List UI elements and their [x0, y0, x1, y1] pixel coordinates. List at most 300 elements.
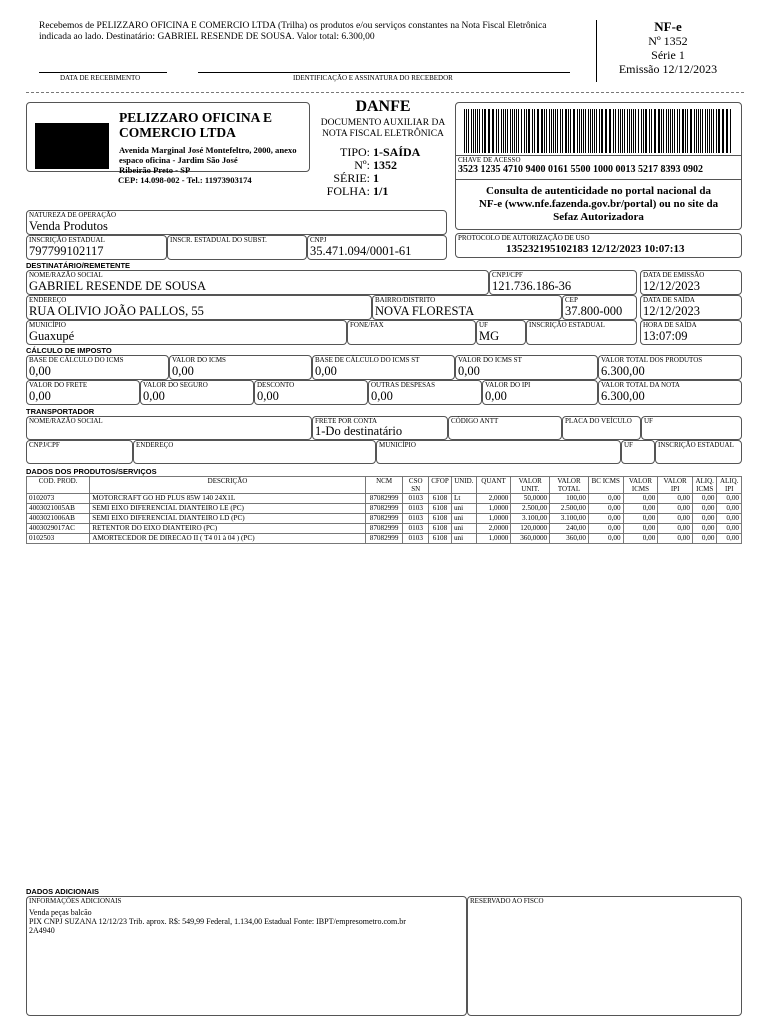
danfe-folha-label: FOLHA:: [326, 184, 370, 198]
recipient-doc-label: CNPJ/CPF: [492, 271, 523, 279]
municipio-label: MUNICÍPIO: [29, 321, 66, 329]
cnpj-value: 35.471.094/0001-61: [310, 244, 412, 258]
products-header-cell: VALOR ICMS: [623, 477, 658, 494]
barcode-bar: [581, 109, 582, 153]
barcode-bar: [588, 109, 589, 153]
barcode-bar: [638, 109, 639, 153]
table-cell: 0,00: [623, 524, 658, 534]
issuer-box: [26, 102, 310, 175]
table-cell: 0,00: [658, 534, 693, 544]
table-cell: 0,00: [588, 524, 623, 534]
table-cell: uni: [451, 524, 476, 534]
transp-uf-field: [641, 416, 742, 440]
outras-field: [368, 380, 482, 405]
receipt-sign-label: IDENTIFICAÇÃO E ASSINATURA DO RECEBEDOR: [293, 74, 453, 82]
danfe-subtitle: DOCUMENTO AUXILIAR DA NOTA FISCAL ELETRÔNICA: [320, 118, 446, 139]
total-nota-label: VALOR TOTAL DA NOTA: [601, 381, 680, 389]
barcode-bar: [557, 109, 558, 153]
table-cell: 3.100,00: [511, 514, 550, 524]
transport-section-title: TRANSPORTADOR: [26, 407, 95, 416]
barcode-bar: [702, 109, 703, 153]
cnpj-field: [307, 235, 447, 260]
barcode-bar: [674, 109, 675, 153]
barcode-bar: [482, 109, 483, 153]
table-row: [27, 494, 742, 504]
barcode-bar: [654, 109, 655, 153]
barcode-bar: [544, 109, 545, 153]
endereco-value: RUA OLIVIO JOÃO PALLOS, 55: [29, 304, 204, 318]
frete-value: 0,00: [29, 389, 51, 403]
barcode-bar: [507, 109, 508, 153]
barcode-bar: [643, 109, 644, 153]
cnpj-label: CNPJ: [310, 236, 327, 244]
transp-cnpj-label: CNPJ/CPF: [29, 441, 60, 449]
barcode-bar: [690, 109, 691, 153]
barcode-bar: [635, 109, 636, 153]
barcode-bar: [599, 109, 600, 153]
ipi-value: 0,00: [485, 389, 507, 403]
barcode-bar: [726, 109, 727, 153]
barcode-bar: [718, 109, 719, 153]
receipt-date-line: [39, 72, 167, 73]
table-cell: 0,00: [692, 494, 716, 504]
recipient-ie-field: [526, 320, 637, 345]
recipient-ie-label: INSCRIÇÃO ESTADUAL: [529, 321, 605, 329]
table-cell: 0,00: [692, 524, 716, 534]
table-cell: RETENTOR DO EIXO DIANTEIRO (PC): [90, 524, 365, 534]
barcode-bar: [696, 109, 697, 153]
barcode-bar: [526, 109, 527, 153]
nfe-title: NF-e: [654, 19, 682, 34]
products-header-cell: CFOP: [428, 477, 451, 494]
barcode-bar: [651, 109, 652, 153]
info-field: [26, 896, 467, 1016]
barcode-bar: [716, 109, 717, 153]
bc-st-value: 0,00: [315, 364, 337, 378]
table-cell: 0,00: [588, 494, 623, 504]
table-cell: 4003021006AB: [27, 514, 90, 524]
info-label: INFORMAÇÕES ADICIONAIS: [29, 897, 122, 905]
receipt-divider: [596, 20, 597, 82]
cep-field: [562, 295, 637, 320]
table-cell: 0,00: [658, 524, 693, 534]
recipient-doc-field: [489, 270, 637, 295]
barcode-bar: [562, 109, 563, 153]
nfe-stub: [605, 20, 731, 76]
icms-value: 0,00: [172, 364, 194, 378]
table-cell: 0,00: [623, 534, 658, 544]
table-cell: 0103: [403, 514, 429, 524]
barcode-bar: [661, 109, 662, 153]
barcode-bar: [668, 109, 669, 153]
recipient-section-title: DESTINATÁRIO/REMETENTE: [26, 261, 131, 270]
icms-field: [169, 355, 312, 380]
products-header-cell: DESCRIÇÃO: [90, 477, 365, 494]
barcode-bar: [573, 109, 574, 153]
table-cell: 0103: [403, 504, 429, 514]
barcode-bar: [659, 109, 660, 153]
table-cell: 0,00: [658, 494, 693, 504]
barcode-bar: [606, 109, 607, 153]
table-cell: 0,00: [692, 514, 716, 524]
consulta-text: Consulta de autenticidade no portal nacional da NF-e (www.nfe.fazenda.gov.br/portal) ou no site da Sefaz Autorizadora: [478, 185, 719, 223]
products-header-cell: VALOR IPI: [658, 477, 693, 494]
chave-label: CHAVE DE ACESSO: [458, 156, 521, 164]
protocolo-field: [455, 233, 742, 258]
table-cell: 6108: [428, 524, 451, 534]
transp-ie-field: [655, 440, 742, 464]
nfe-serie: Série 1: [651, 48, 685, 62]
endereco-field: [26, 295, 372, 320]
barcode-bar: [555, 109, 556, 153]
danfe-serie-label: SÉRIE:: [333, 171, 370, 185]
barcode-bar: [537, 109, 538, 153]
barcode-bar: [579, 109, 580, 153]
table-cell: 0,00: [588, 534, 623, 544]
barcode-bar: [471, 109, 472, 153]
table-cell: 120,0000: [511, 524, 550, 534]
recipient-doc-value: 121.736.186-36: [492, 279, 572, 293]
table-cell: 2.500,00: [511, 504, 550, 514]
frete-field: [26, 380, 140, 405]
barcode-bar: [464, 109, 465, 153]
outras-value: 0,00: [371, 389, 393, 403]
barcode-bar: [542, 109, 543, 153]
total-prod-field: [598, 355, 742, 380]
ie-value: 797799102117: [29, 244, 104, 258]
total-prod-label: VALOR TOTAL DOS PRODUTOS: [601, 356, 703, 364]
table-cell: 0103: [403, 494, 429, 504]
table-cell: 87082999: [365, 534, 403, 544]
bairro-field: [372, 295, 562, 320]
total-nota-value: 6.300,00: [601, 389, 645, 403]
transp-name-label: NOME/RAZÃO SOCIAL: [29, 417, 103, 425]
products-header-cell: UNID.: [451, 477, 476, 494]
issuer-logo: [35, 123, 109, 169]
table-cell: 0,00: [588, 504, 623, 514]
table-cell: 4003029017AC: [27, 524, 90, 534]
danfe-serie-value: 1: [373, 171, 379, 185]
ipi-field: [482, 380, 598, 405]
products-section-title: DADOS DOS PRODUTOS/SERVIÇOS: [26, 467, 157, 476]
barcode-bar: [711, 109, 712, 153]
table-cell: 0,00: [588, 514, 623, 524]
receipt-sign-line: [198, 72, 570, 73]
barcode-bar: [512, 109, 513, 153]
cep-label: CEP: [565, 296, 578, 304]
recipient-name-value: GABRIEL RESENDE DE SOUSA: [29, 279, 206, 293]
issuer-cep: CEP: 14.098-002 - Tel.: 11973903174: [118, 175, 252, 185]
transp-uf2-label: UF: [624, 441, 633, 449]
recipient-name-field: [26, 270, 489, 295]
transp-placa-field: [562, 416, 641, 440]
barcode-bar: [549, 109, 550, 153]
table-cell: 2,0000: [476, 524, 511, 534]
products-header-cell: COD. PROD.: [27, 477, 90, 494]
transp-uf-label: UF: [644, 417, 653, 425]
barcode-bar: [468, 109, 469, 153]
uf-label: UF: [479, 321, 488, 329]
products-header-cell: QUANT: [476, 477, 511, 494]
table-cell: 0102503: [27, 534, 90, 544]
barcode-bar: [492, 109, 493, 153]
products-header-cell: VALOR UNIT.: [511, 477, 550, 494]
bairro-value: NOVA FLORESTA: [375, 304, 475, 318]
table-cell: Lt: [451, 494, 476, 504]
barcode-bar: [687, 109, 688, 153]
chave-value: 3523 1235 4710 9400 0161 5500 1000 0013 5217 8393 0902: [458, 164, 703, 175]
bc-icms-value: 0,00: [29, 364, 51, 378]
danfe-fields: [318, 146, 420, 198]
transp-frete-field: [312, 416, 448, 440]
barcode-bar: [705, 109, 706, 153]
danfe-title: DANFE: [355, 98, 411, 115]
table-row: [27, 514, 742, 524]
receipt-text: Recebemos de PELIZZARO OFICINA E COMERCIO LTDA (Trilha) os produtos e/ou serviços constantes na Nota Fiscal Eletrônica indicada ao lado. Destinatário: GABRIEL RESENDE DE SOUSA. Valor total: 6.300,00: [39, 21, 547, 42]
table-cell: SEMI EIXO DIFERENCIAL DIANTEIRO LE (PC): [90, 504, 365, 514]
issuer-address: Avenida Marginal José Montefeltro, 2000, anexo espaco oficina - Jardim São José: [119, 145, 297, 165]
seguro-field: [140, 380, 254, 405]
fisco-label: RESERVADO AO FISCO: [470, 897, 544, 905]
barcode-bar: [505, 109, 506, 153]
info-line-1: Venda peças balcão: [29, 908, 92, 917]
additional-section-title: DADOS ADICIONAIS: [26, 887, 100, 896]
iest-field: [167, 235, 307, 260]
barcode-bar: [629, 109, 630, 153]
table-cell: 0102073: [27, 494, 90, 504]
table-cell: 0,00: [717, 524, 742, 534]
emissao-field: [640, 270, 742, 295]
frete-label: VALOR DO FRETE: [29, 381, 88, 389]
products-header-cell: VALOR TOTAL: [550, 477, 589, 494]
table-cell: 6108: [428, 514, 451, 524]
danfe-num-value: 1352: [373, 158, 397, 172]
seguro-value: 0,00: [143, 389, 165, 403]
total-prod-value: 6.300,00: [601, 364, 645, 378]
table-cell: 0,00: [623, 514, 658, 524]
table-cell: 360,00: [550, 534, 589, 544]
barcode-bar: [622, 109, 623, 153]
barcode-bar: [679, 109, 680, 153]
total-nota-field: [598, 380, 742, 405]
table-cell: 0,00: [692, 504, 716, 514]
barcode: [464, 109, 732, 153]
access-divider-2: [456, 179, 741, 180]
products-header-cell: BC ICMS: [588, 477, 623, 494]
barcode-bar: [601, 109, 602, 153]
table-cell: 1,0000: [476, 514, 511, 524]
saida-field: [640, 295, 742, 320]
table-cell: 87082999: [365, 494, 403, 504]
danfe-tipo-value: 1-SAÍDA: [373, 145, 421, 159]
table-cell: 1,0000: [476, 504, 511, 514]
bc-st-field: [312, 355, 455, 380]
barcode-bar: [709, 109, 710, 153]
bc-st-label: BASE DE CÁLCULO DO ICMS ST: [315, 356, 420, 364]
barcode-bar: [723, 109, 724, 153]
st-value: 0,00: [458, 364, 480, 378]
bc-icms-field: [26, 355, 169, 380]
fisco-field: [467, 896, 742, 1016]
table-cell: 3.100,00: [550, 514, 589, 524]
transp-antt-label: CÓDIGO ANTT: [451, 417, 499, 425]
saida-label: DATA DE SAÍDA: [643, 296, 695, 304]
table-cell: 0,00: [717, 504, 742, 514]
table-cell: AMORTECEDOR DE DIRECAO II ( T4 01 à 04 ) (PC): [90, 534, 365, 544]
access-box: [455, 102, 742, 230]
transp-ie-label: INSCRIÇÃO ESTADUAL: [658, 441, 734, 449]
barcode-bar: [551, 109, 552, 153]
ie-label: INSCRIÇÃO ESTADUAL: [29, 236, 105, 244]
fone-field: [347, 320, 476, 345]
info-line-2: PIX CNPJ SUZANA 12/12/23 Trib. aprox. R$: 549,99 Federal, 1.134,00 Estadual Fonte: IBPT/empresometro.com.br: [29, 917, 406, 926]
transp-endereco-field: [133, 440, 376, 464]
danfe-num-label: Nº:: [354, 158, 370, 172]
table-cell: 0,00: [717, 494, 742, 504]
barcode-bar: [618, 109, 619, 153]
table-cell: 360,0000: [511, 534, 550, 544]
transp-frete-label: FRETE POR CONTA: [315, 417, 378, 425]
products-header-row: [27, 477, 742, 494]
transp-municipio-label: MUNICÍPIO: [379, 441, 416, 449]
barcode-bar: [592, 109, 593, 153]
table-cell: 4003021005AB: [27, 504, 90, 514]
hora-label: HORA DE SAÍDA: [643, 321, 697, 329]
products-header-cell: NCM: [365, 477, 403, 494]
transp-cnpj-field: [26, 440, 133, 464]
barcode-bar: [585, 109, 586, 153]
issuer-city: Ribeirão Preto - SP: [119, 165, 191, 175]
natureza-field: [26, 210, 447, 235]
municipio-field: [26, 320, 347, 345]
fone-label: FONE/FAX: [350, 321, 384, 329]
cut-line: [26, 92, 744, 93]
info-line-3: 2A4940: [29, 926, 55, 935]
barcode-bar: [484, 109, 485, 153]
barcode-bar: [672, 109, 673, 153]
uf-field: [476, 320, 526, 345]
transp-antt-field: [448, 416, 562, 440]
table-cell: 6108: [428, 534, 451, 544]
table-cell: uni: [451, 534, 476, 544]
barcode-bar: [475, 109, 476, 153]
bairro-label: BAIRRO/DISTRITO: [375, 296, 436, 304]
table-cell: uni: [451, 514, 476, 524]
st-label: VALOR DO ICMS ST: [458, 356, 522, 364]
desconto-label: DESCONTO: [257, 381, 295, 389]
barcode-bar: [477, 109, 478, 153]
products-header-cell: ALIQ. ICMS: [692, 477, 716, 494]
nfe-emissao: Emissão 12/12/2023: [618, 62, 718, 76]
barcode-bar: [489, 109, 490, 153]
receipt-date-label: DATA DE RECEBIMENTO: [60, 74, 141, 82]
uf-value: MG: [479, 329, 500, 343]
desconto-field: [254, 380, 368, 405]
danfe-tipo-label: TIPO:: [340, 145, 370, 159]
municipio-value: Guaxupé: [29, 329, 75, 343]
transp-frete-value: 1-Do destinatário: [315, 424, 403, 438]
barcode-bar: [521, 109, 522, 153]
transp-name-field: [26, 416, 312, 440]
emissao-label: DATA DE EMISSÃO: [643, 271, 705, 279]
protocolo-label: PROTOCOLO DE AUTORIZAÇÃO DE USO: [458, 234, 590, 242]
table-cell: uni: [451, 504, 476, 514]
natureza-label: NATUREZA DE OPERAÇÃO: [29, 211, 117, 219]
icms-label: VALOR DO ICMS: [172, 356, 226, 364]
table-cell: MOTORCRAFT GO HD PLUS 85W 140 24X1L: [90, 494, 365, 504]
barcode-bar: [609, 109, 610, 153]
table-cell: 0,00: [717, 534, 742, 544]
products-header-cell: ALIQ. IPI: [717, 477, 742, 494]
table-row: [27, 504, 742, 514]
table-cell: 0,00: [658, 504, 693, 514]
st-field: [455, 355, 598, 380]
table-row: [27, 524, 742, 534]
barcode-bar: [594, 109, 595, 153]
table-cell: 87082999: [365, 504, 403, 514]
danfe-folha: [318, 185, 420, 198]
table-cell: SEMI EIXO DIFERENCIAL DIANTEIRO LD (PC): [90, 514, 365, 524]
natureza-value: Venda Produtos: [29, 219, 108, 233]
barcode-bar: [624, 109, 625, 153]
ipi-label: VALOR DO IPI: [485, 381, 531, 389]
barcode-bar: [528, 109, 529, 153]
ie-field: [26, 235, 167, 260]
saida-value: 12/12/2023: [643, 304, 700, 318]
bc-icms-label: BASE DE CÁLCULO DO ICMS: [29, 356, 124, 364]
endereco-label: ENDEREÇO: [29, 296, 67, 304]
table-cell: 1,0000: [476, 534, 511, 544]
barcode-bar: [666, 109, 667, 153]
barcode-bar: [518, 109, 519, 153]
table-cell: 100,00: [550, 494, 589, 504]
barcode-bar: [682, 109, 683, 153]
barcode-bar: [615, 109, 616, 153]
cep-value: 37.800-000: [565, 304, 623, 318]
transp-uf2-field: [621, 440, 655, 464]
barcode-bar: [698, 109, 699, 153]
issuer-name: PELIZZARO OFICINA E COMERCIO LTDA: [119, 110, 273, 140]
table-cell: 6108: [428, 504, 451, 514]
table-cell: 0,00: [623, 494, 658, 504]
table-cell: 87082999: [365, 514, 403, 524]
hora-value: 13:07:09: [643, 329, 688, 343]
barcode-bar: [501, 109, 502, 153]
recipient-name-label: NOME/RAZÃO SOCIAL: [29, 271, 103, 279]
table-cell: 2.500,00: [550, 504, 589, 514]
table-cell: 0,00: [658, 514, 693, 524]
barcode-bar: [631, 109, 632, 153]
transp-endereco-label: ENDEREÇO: [136, 441, 174, 449]
table-cell: 87082999: [365, 524, 403, 534]
barcode-bar: [565, 109, 566, 153]
table-cell: 0,00: [717, 514, 742, 524]
seguro-label: VALOR DO SEGURO: [143, 381, 208, 389]
table-cell: 0103: [403, 524, 429, 534]
barcode-bar: [498, 109, 499, 153]
products-header-cell: CSO SN: [403, 477, 429, 494]
desconto-value: 0,00: [257, 389, 279, 403]
barcode-bar: [645, 109, 646, 153]
iest-label: INSCR. ESTADUAL DO SUBST.: [170, 236, 267, 244]
danfe-block: [312, 98, 454, 140]
hora-field: [640, 320, 742, 345]
emissao-value: 12/12/2023: [643, 279, 700, 293]
table-cell: 0103: [403, 534, 429, 544]
barcode-bar: [570, 109, 571, 153]
transp-municipio-field: [376, 440, 621, 464]
table-cell: 0,00: [692, 534, 716, 544]
